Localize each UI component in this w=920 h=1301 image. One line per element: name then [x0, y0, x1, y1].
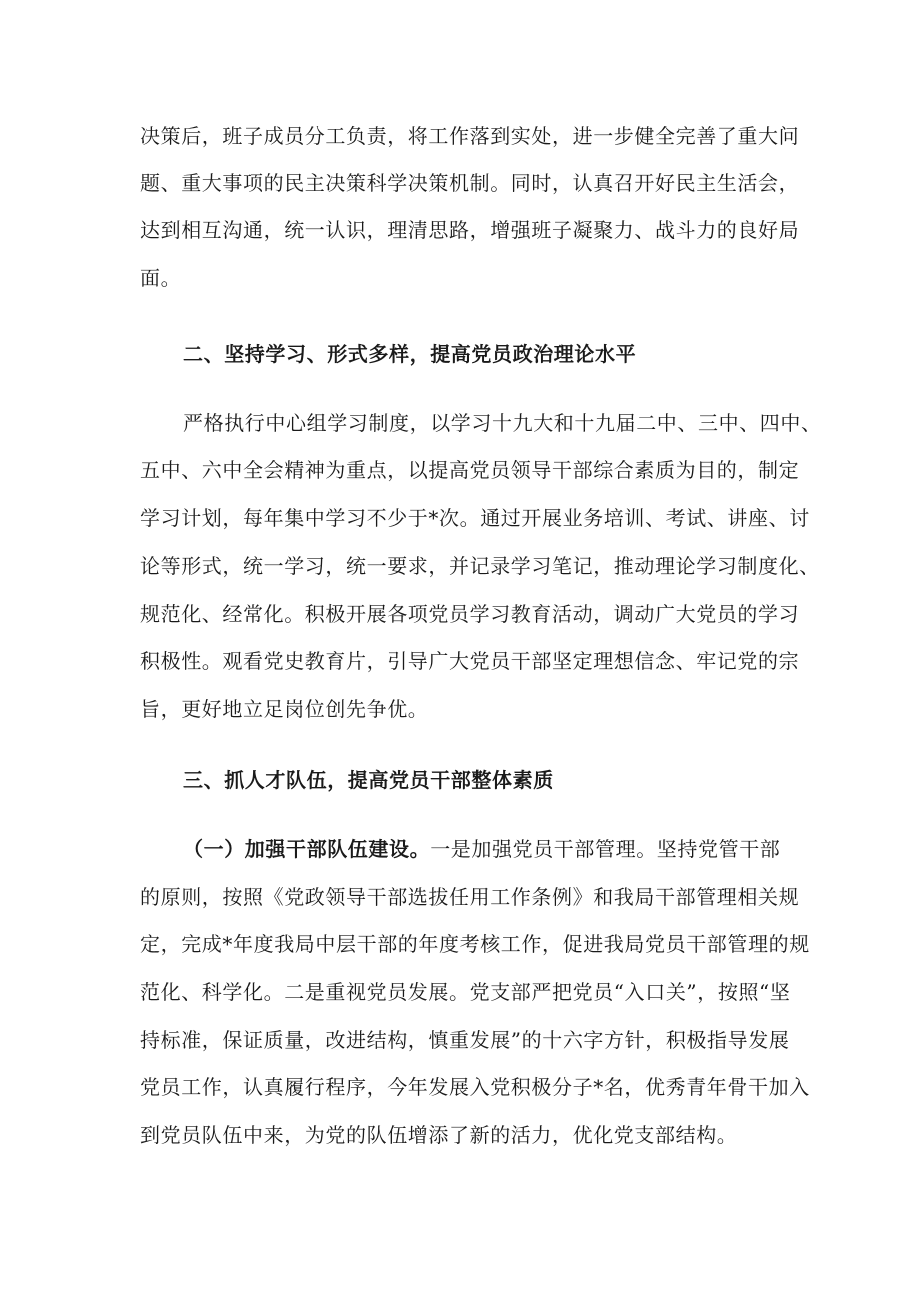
paragraph-line: 旨，更好地立足岗位创先争优。: [140, 697, 429, 721]
paragraph-line: 党员工作，认真履行程序，今年发展入党积极分子*名，优秀青年骨干加入: [140, 1075, 810, 1099]
subsection-title: （一）加强干部队伍建设。: [183, 837, 431, 861]
paragraph-line: 五中、六中全会精神为重点，以提高党员领导干部综合素质为目的，制定: [140, 458, 800, 482]
paragraph-line: 严格执行中心组学习制度，以学习十九大和十九届二中、三中、四中、: [183, 411, 822, 435]
section-heading-3: 三、抓人才队伍，提高党员干部整体素质: [183, 768, 554, 792]
paragraph-line: 面。: [140, 266, 182, 290]
paragraph-line: 论等形式，统一学习，统一要求，并记录学习笔记，推动理论学习制度化、: [140, 554, 820, 578]
paragraph-line: 持标准，保证质量，改进结构，慎重发展”的十六字方针，积极指导发展: [140, 1028, 790, 1052]
paragraph-line: 规范化、经常化。积极开展各项党员学习教育活动，调动广大党员的学习: [140, 602, 800, 626]
paragraph-line: 学习计划，每年集中学习不少于*次。通过开展业务培训、考试、讲座、讨: [140, 506, 810, 530]
paragraph-line: 决策后，班子成员分工负责，将工作落到实处，进一步健全完善了重大问: [140, 124, 800, 148]
paragraph-line: 的原则，按照《党政领导干部选拔任用工作条例》和我局干部管理相关规: [140, 885, 800, 909]
paragraph-line: 达到相互沟通，统一认识，理清思路，增强班子凝聚力、战斗力的良好局: [140, 218, 800, 242]
paragraph-line: 题、重大事项的民主决策科学决策机制。同时，认真召开好民主生活会，: [140, 171, 800, 195]
paragraph-line: 到党员队伍中来，为党的队伍增添了新的活力，优化党支部结构。: [140, 1123, 738, 1147]
paragraph-line: 定，完成*年度我局中层干部的年度考核工作，促进我局党员干部管理的规: [140, 932, 810, 956]
section-heading-2: 二、坚持学习、形式多样，提高党员政治理论水平: [183, 342, 637, 366]
subsection-text: 一是加强党员干部管理。坚持党管干部: [430, 837, 781, 861]
paragraph-line: 积极性。观看党史教育片，引导广大党员干部坚定理想信念、牢记党的宗: [140, 649, 800, 673]
subsection-first-line: [183, 837, 780, 861]
paragraph-line: 范化、科学化。二是重视党员发展。党支部严把党员“入口关”，按照“坚: [140, 980, 791, 1004]
